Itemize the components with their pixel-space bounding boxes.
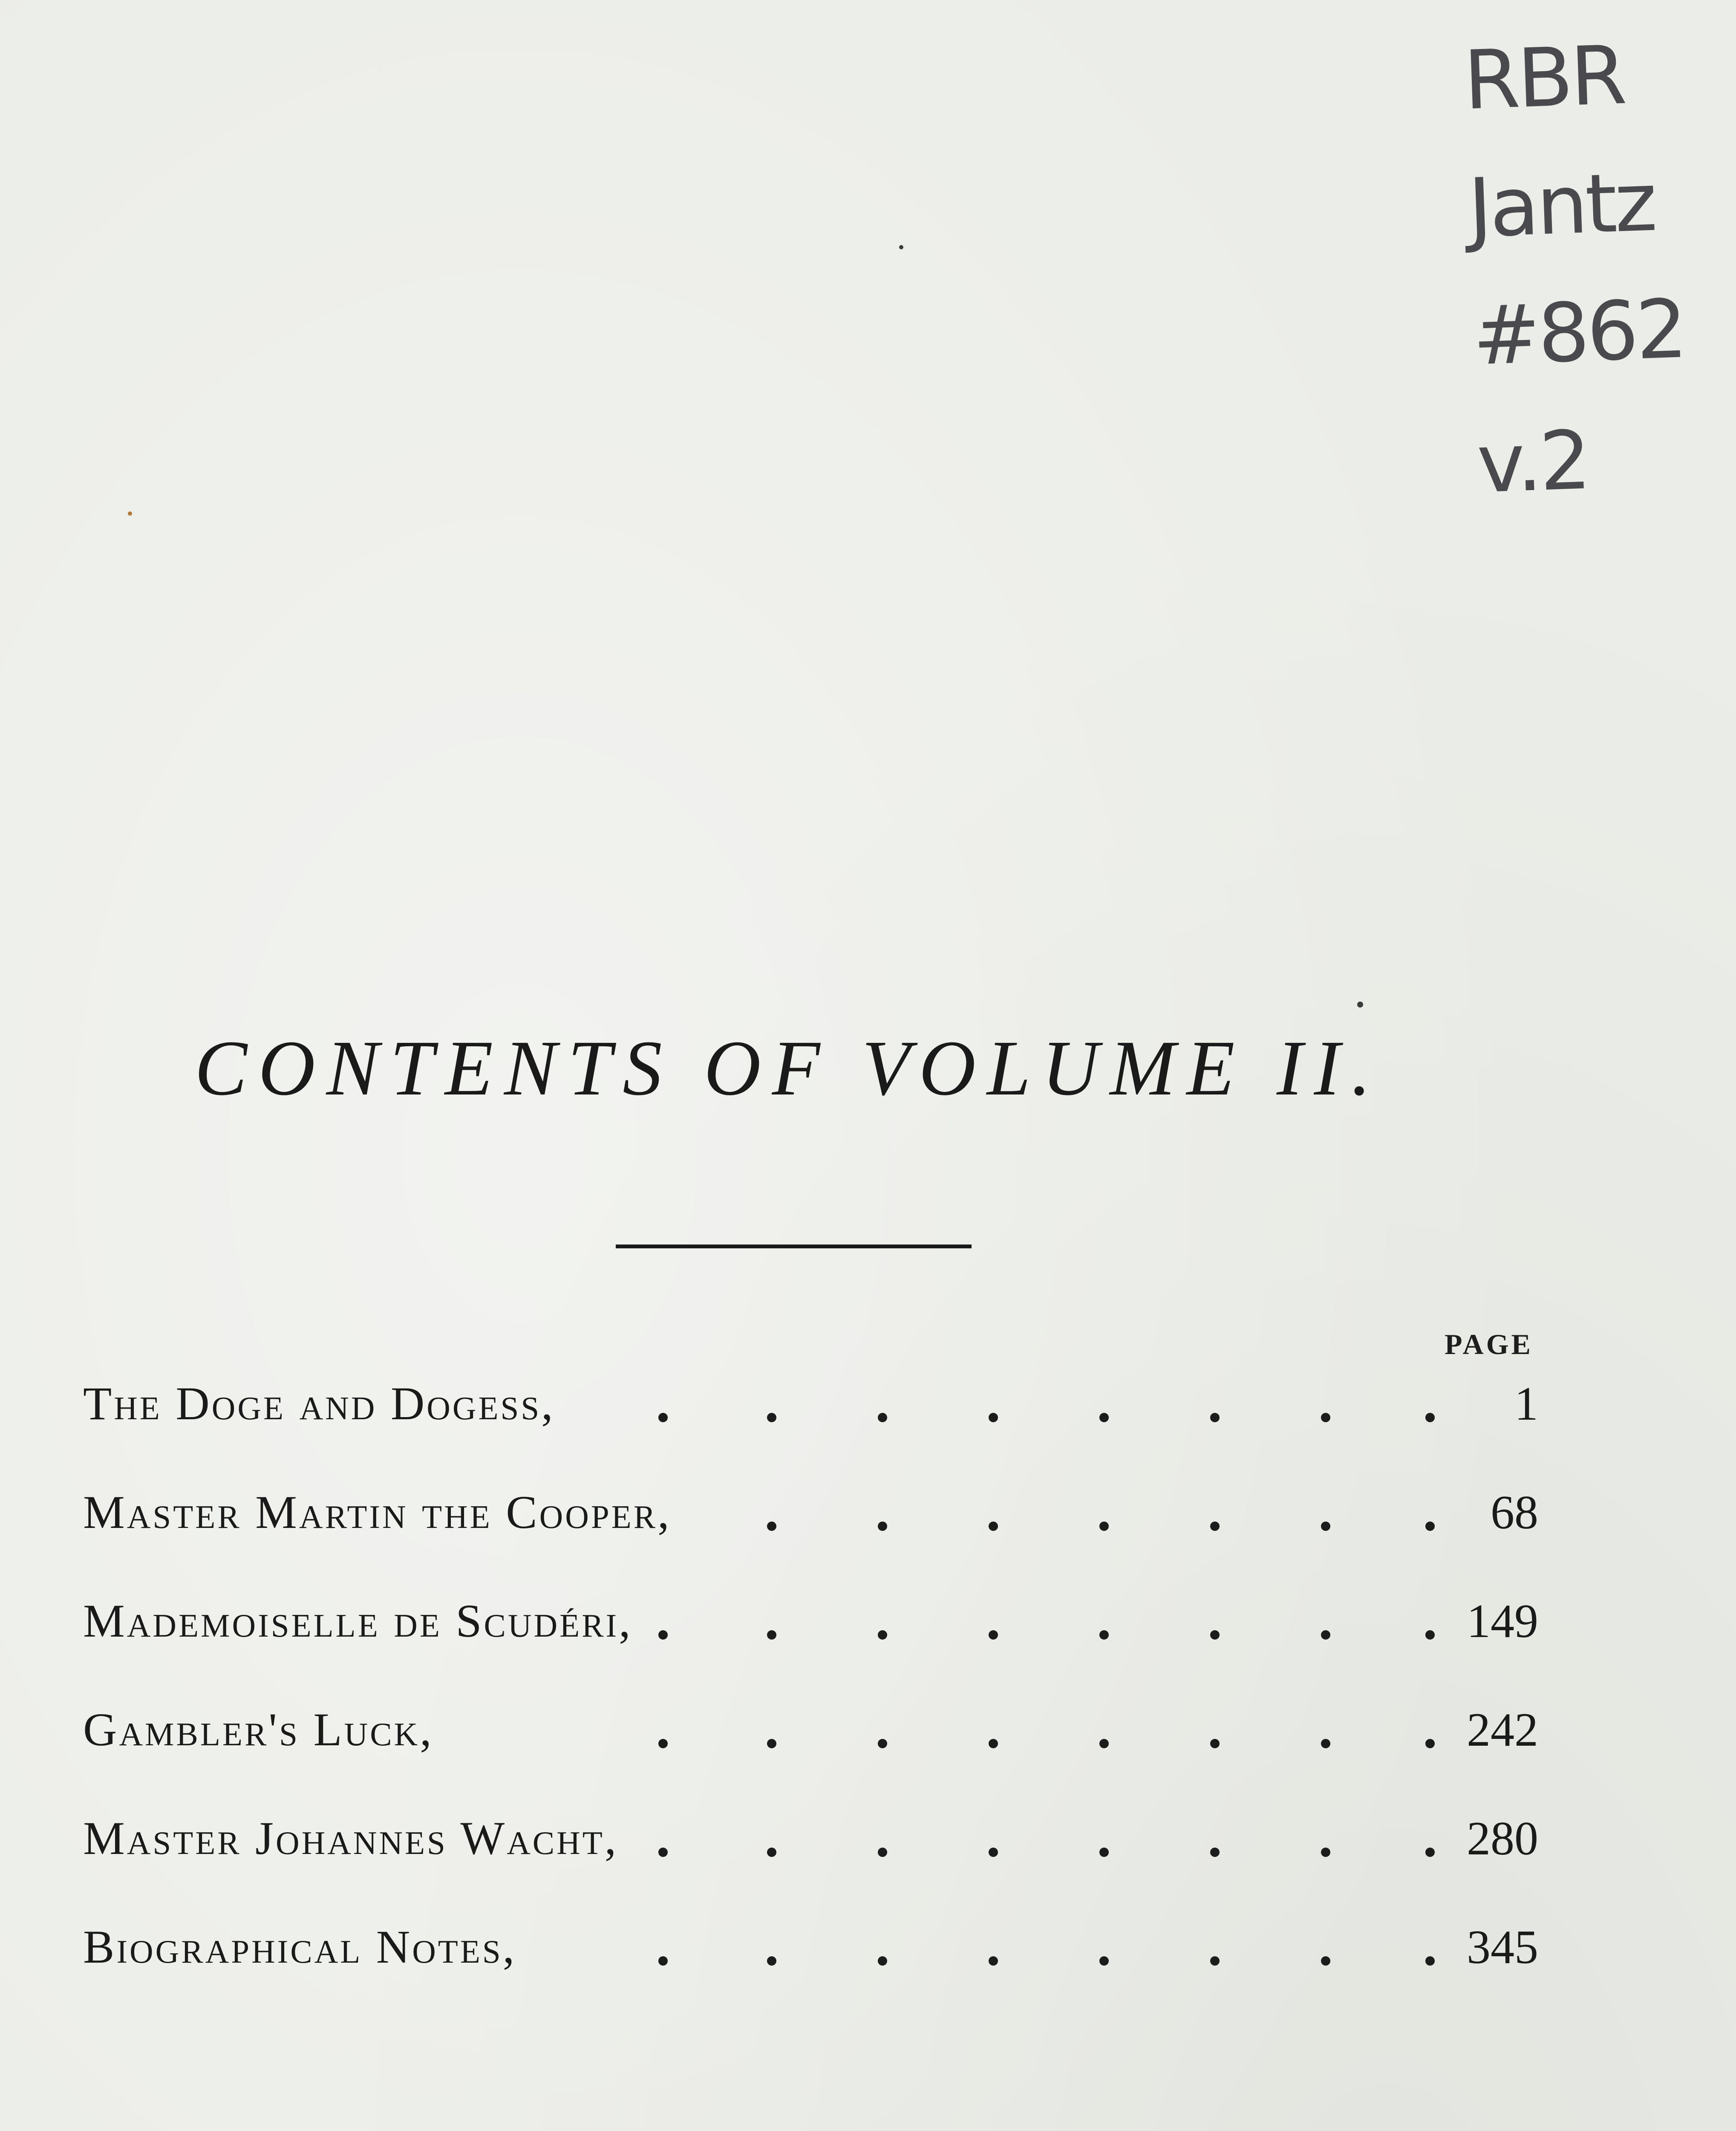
- leader-dot: [1425, 1413, 1435, 1422]
- leader-dot: [1099, 1739, 1109, 1748]
- toc-entry-title: Mademoiselle de Scudéri,: [83, 1595, 633, 1647]
- toc-entry-page: 280: [1467, 1812, 1538, 1865]
- leader-dot: [989, 1522, 998, 1531]
- toc-entry-page: 68: [1491, 1486, 1538, 1539]
- handwritten-line: #862: [1471, 282, 1687, 384]
- leader-dot: [767, 1630, 776, 1640]
- toc-entry: [83, 1694, 1538, 1803]
- toc-entry: [83, 1912, 1538, 2020]
- paper-speck: [899, 245, 903, 249]
- leader-dot: [658, 1739, 668, 1748]
- leader-dot: [1321, 1956, 1330, 1966]
- handwritten-catalog-note: [1462, 9, 1718, 528]
- paper-speck: [128, 511, 132, 516]
- toc-entry-page: 1: [1514, 1377, 1538, 1430]
- contents-title: CONTENTS OF VOLUME II.: [194, 1025, 1382, 1112]
- leader-dot: [989, 1739, 998, 1748]
- toc-entry: [83, 1477, 1538, 1585]
- toc-entry-title: The Doge and Dogess,: [83, 1377, 555, 1429]
- leader-dot: [1099, 1413, 1109, 1422]
- leader-dot: [767, 1739, 776, 1748]
- leader-dot: [878, 1630, 887, 1640]
- leader-dot: [1321, 1848, 1330, 1857]
- title-rule-divider: [616, 1245, 972, 1248]
- toc-entry-page: 242: [1467, 1704, 1538, 1756]
- leader-dot: [989, 1848, 998, 1857]
- leader-dot: [1099, 1630, 1109, 1640]
- leader-dot: [989, 1413, 998, 1422]
- leader-dot: [1425, 1848, 1435, 1857]
- toc-entry-title: Biographical Notes,: [83, 1921, 517, 1973]
- leader-dot: [1210, 1848, 1220, 1857]
- leader-dot: [1425, 1522, 1435, 1531]
- leader-dot: [1099, 1522, 1109, 1531]
- handwritten-line: RBR: [1462, 28, 1626, 128]
- leader-dot: [1321, 1630, 1330, 1640]
- toc-entry-title: Master Johannes Wacht,: [83, 1812, 619, 1864]
- leader-dot: [878, 1956, 887, 1966]
- leader-dot: [767, 1956, 776, 1966]
- leader-dot: [989, 1956, 998, 1966]
- leader-dot: [1425, 1739, 1435, 1748]
- leader-dot: [1425, 1630, 1435, 1640]
- leader-dot: [878, 1848, 887, 1857]
- leader-dot: [878, 1413, 887, 1422]
- handwritten-line: Jantz: [1466, 155, 1656, 256]
- table-of-contents: [83, 1368, 1538, 2020]
- leader-dot: [767, 1413, 776, 1422]
- leader-dot: [1321, 1739, 1330, 1748]
- leader-dot: [1210, 1522, 1220, 1531]
- leader-dot: [658, 1630, 668, 1640]
- leader-dot: [658, 1413, 668, 1422]
- leader-dot: [1210, 1956, 1220, 1966]
- paper-speck: [1357, 1002, 1363, 1008]
- leader-dot: [1210, 1739, 1220, 1748]
- leader-dot: [767, 1522, 776, 1531]
- toc-entry-title: Master Martin the Cooper,: [83, 1486, 672, 1538]
- leader-dot: [878, 1739, 887, 1748]
- leader-dot: [989, 1630, 998, 1640]
- leader-dot: [767, 1848, 776, 1857]
- toc-entry-page: 149: [1467, 1595, 1538, 1648]
- toc-entry: [83, 1585, 1538, 1694]
- leader-dot: [658, 1956, 668, 1966]
- leader-dot: [1099, 1848, 1109, 1857]
- toc-entry-page: 345: [1467, 1921, 1538, 1974]
- leader-dot: [878, 1522, 887, 1531]
- leader-dot: [1210, 1413, 1220, 1422]
- page-column-header: PAGE: [1445, 1328, 1533, 1360]
- toc-entry: [83, 1803, 1538, 1912]
- leader-dot: [1425, 1956, 1435, 1966]
- handwritten-line: v.2: [1475, 413, 1590, 511]
- leader-dot: [1321, 1522, 1330, 1531]
- leader-dot: [1099, 1956, 1109, 1966]
- toc-entry: [83, 1368, 1538, 1477]
- leader-dot: [658, 1848, 668, 1857]
- leader-dot: [1210, 1630, 1220, 1640]
- toc-entry-title: Gambler's Luck,: [83, 1704, 434, 1756]
- leader-dot: [1321, 1413, 1330, 1422]
